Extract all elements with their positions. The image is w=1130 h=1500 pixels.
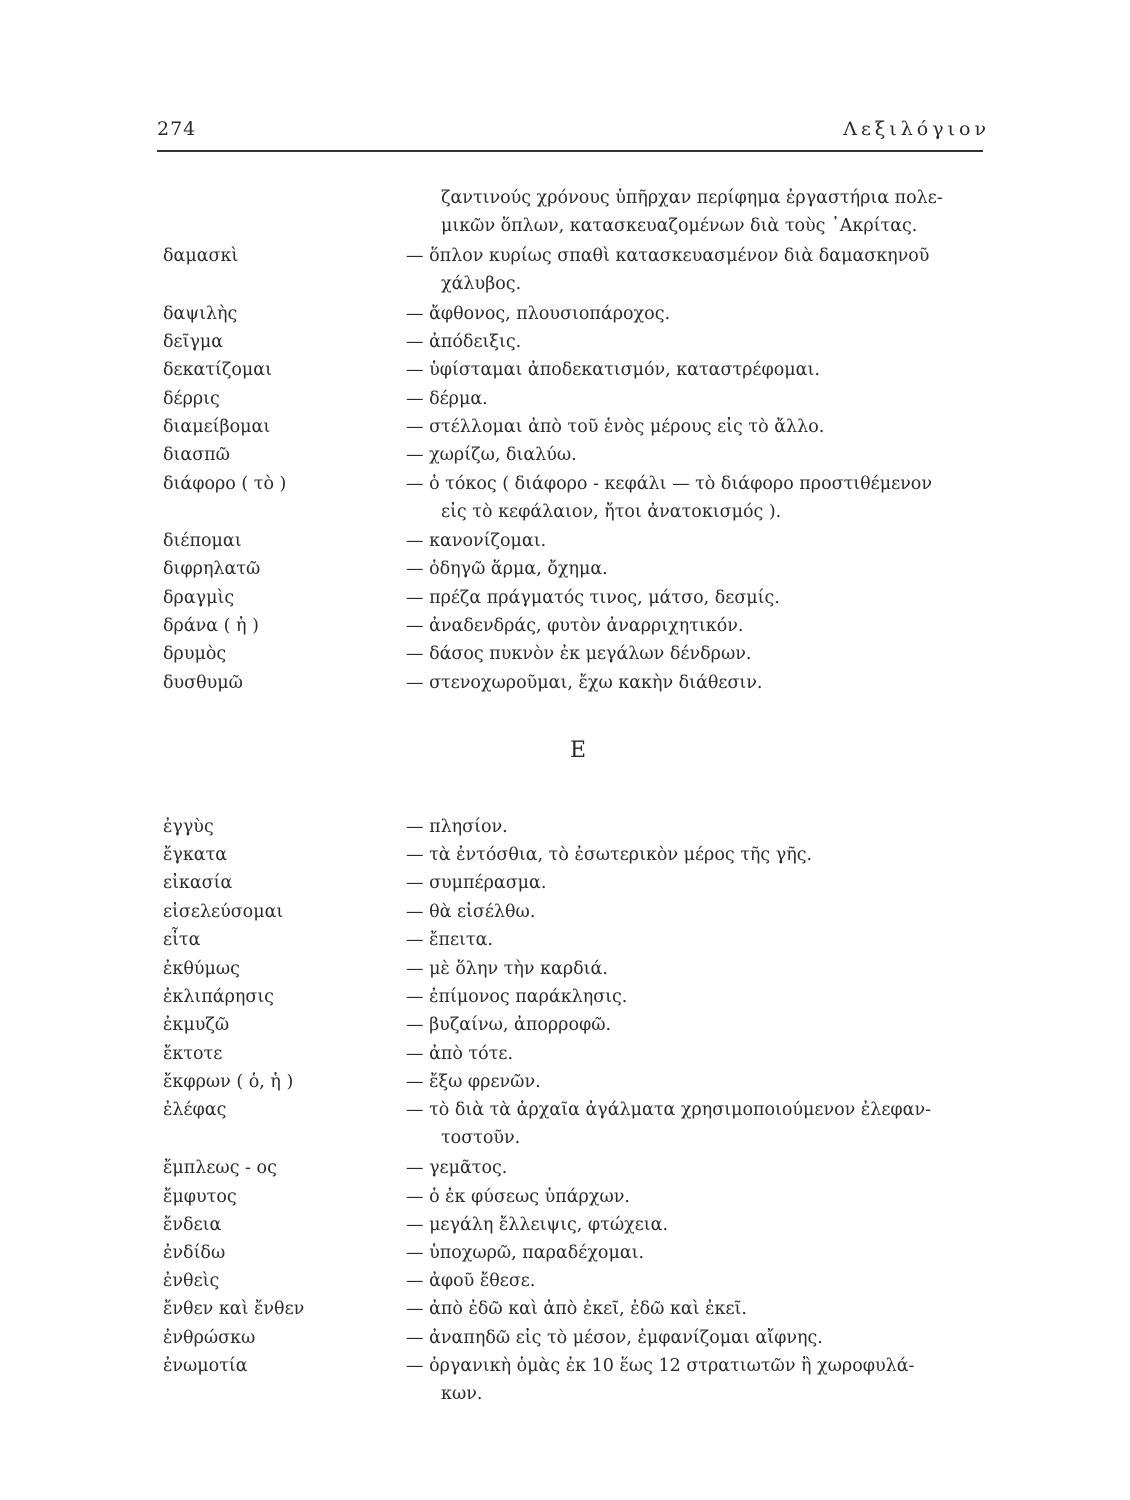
- glossary-definition: — ἀναδενδράς, φυτὸν ἀναρριχητικόν.: [406, 616, 744, 636]
- glossary-term: εἰκασία: [163, 873, 233, 893]
- glossary-definition: — ἔπειτα.: [406, 930, 493, 950]
- glossary-line: [0, 669, 1130, 697]
- glossary-definition: — μὲ ὅλην τὴν καρδιά.: [406, 959, 608, 979]
- glossary-term: δεῖγμα: [163, 332, 224, 352]
- glossary-definition: — ἐπίμονος παράκλησις.: [406, 987, 628, 1007]
- glossary-term: διασπῶ: [163, 445, 230, 465]
- glossary-term: δρυμὸς: [163, 644, 227, 664]
- glossary-line: [0, 413, 1130, 441]
- glossary-term: δράνα ( ἡ ): [163, 616, 259, 636]
- glossary-line: [0, 328, 1130, 356]
- glossary-term: δυσθυμῶ: [163, 673, 243, 693]
- glossary-line: [0, 385, 1130, 413]
- glossary-line: [0, 1154, 1130, 1182]
- glossary-definition: — πλησίον.: [406, 817, 508, 837]
- glossary-term: ἐκμυζῶ: [163, 1015, 230, 1035]
- glossary-line: [0, 242, 1130, 270]
- glossary-line: [0, 869, 1130, 897]
- glossary-definition: — ὁ ἐκ φύσεως ὑπάρχων.: [406, 1187, 630, 1207]
- glossary-definition: — ἀναπηδῶ εἰς τὸ μέσον, ἐμφανίζομαι αἴφνης.: [406, 1328, 823, 1348]
- glossary-line: [0, 1040, 1130, 1068]
- glossary-term: ἐκλιπάρησις: [163, 987, 274, 1007]
- glossary-term: ἔγκατα: [163, 845, 228, 865]
- glossary-term: ἐγγὺς: [163, 817, 214, 837]
- glossary-term: ἔμπλεως - ος: [163, 1158, 277, 1178]
- glossary-definition: — δέρμα.: [406, 389, 488, 409]
- glossary-definition: — ἀπὸ ἐδῶ καὶ ἀπὸ ἐκεῖ, ἐδῶ καὶ ἐκεῖ.: [406, 1299, 747, 1319]
- glossary-line: [0, 1324, 1130, 1352]
- glossary-definition: — γεμᾶτος.: [406, 1158, 508, 1178]
- glossary-definition: — ἔξω φρενῶν.: [406, 1072, 541, 1092]
- glossary-definition: — βυζαίνω, ἀπορροφῶ.: [406, 1015, 612, 1035]
- glossary-definition: μικῶν ὅπλων, κατασκευαζομένων διὰ τοὺς ᾿Ακρίτας.: [441, 216, 918, 236]
- glossary-line: [0, 1211, 1130, 1239]
- glossary-definition: — ὑποχωρῶ, παραδέχομαι.: [406, 1243, 645, 1263]
- glossary-line: [0, 498, 1130, 526]
- glossary-definition: — ὁ τόκος ( διάφορο - κεφάλι — τὸ διάφορο προστιθέμενον: [406, 474, 932, 494]
- glossary-term: διάφορο ( τὸ ): [163, 474, 287, 494]
- glossary-definition: — ἀπὸ τότε.: [406, 1044, 514, 1064]
- glossary-line: [0, 841, 1130, 869]
- glossary-definition: τοστοῦν.: [441, 1128, 521, 1148]
- glossary-term: ἐνωμοτία: [163, 1356, 248, 1376]
- glossary-term: ἔνθεν καὶ ἔνθεν: [163, 1299, 305, 1319]
- glossary-line: [0, 1124, 1130, 1152]
- glossary-line: [0, 640, 1130, 668]
- glossary-term: ἔμφυτος: [163, 1187, 237, 1207]
- glossary-term: ἔκφρων ( ὁ, ἡ ): [163, 1072, 294, 1092]
- glossary-definition: — τὰ ἐντόσθια, τὸ ἐσωτερικὸν μέρος τῆς γῆς.: [406, 845, 813, 865]
- glossary-term: δεκατίζομαι: [163, 360, 272, 380]
- glossary-definition: — μεγάλη ἔλλειψις, φτώχεια.: [406, 1215, 669, 1235]
- glossary-term: δέρρις: [163, 389, 220, 409]
- glossary-definition: — ἄφθονος, πλουσιοπάροχος.: [406, 304, 671, 324]
- glossary-definition: κων.: [441, 1384, 483, 1404]
- glossary-definition: — κανονίζομαι.: [406, 531, 547, 551]
- glossary-definition: — ὅπλον κυρίως σπαθὶ κατασκευασμένον διὰ δαμασκηνοῦ: [406, 246, 930, 266]
- glossary-definition: — τὸ διὰ τὰ ἀρχαῖα ἀγάλματα χρησιμοποιούμενον ἐλεφαν-: [406, 1100, 932, 1120]
- glossary-line: [0, 555, 1130, 583]
- glossary-term: ἐνδίδω: [163, 1243, 226, 1263]
- glossary-line: [0, 813, 1130, 841]
- glossary-term: διφρηλατῶ: [163, 559, 261, 579]
- running-head: Λεξιλόγιον: [843, 118, 990, 140]
- glossary-term: δαμασκὶ: [163, 246, 239, 266]
- glossary-line: [0, 1380, 1130, 1408]
- glossary-line: [0, 356, 1130, 384]
- glossary-line: [0, 926, 1130, 954]
- glossary-definition: — πρέζα πράγματός τινος, μάτσο, δεσμίς.: [406, 588, 780, 608]
- glossary-line: [0, 1068, 1130, 1096]
- glossary-term: εἰσελεύσομαι: [163, 902, 284, 922]
- glossary-line: [0, 1239, 1130, 1267]
- glossary-term: ἐκθύμως: [163, 959, 240, 979]
- glossary-definition: — ὑφίσταμαι ἀποδεκατισμόν, καταστρέφομαι.: [406, 360, 820, 380]
- glossary-line: [0, 184, 1130, 212]
- glossary-definition: — ἀπόδειξις.: [406, 332, 522, 352]
- glossary-term: ἐνθεὶς: [163, 1271, 220, 1291]
- glossary-definition: — συμπέρασμα.: [406, 873, 547, 893]
- glossary-term: δαψιλὴς: [163, 304, 238, 324]
- glossary-line: [0, 584, 1130, 612]
- glossary-line: [0, 212, 1130, 240]
- glossary-term: ἔνδεια: [163, 1215, 222, 1235]
- glossary-line: [0, 1295, 1130, 1323]
- glossary-term: ἐλέφας: [163, 1100, 227, 1120]
- glossary-line: [0, 1096, 1130, 1124]
- glossary-definition: — ὁδηγῶ ἅρμα, ὄχημα.: [406, 559, 608, 579]
- glossary-line: [0, 983, 1130, 1011]
- glossary-definition: — ὀργανικὴ ὁμὰς ἐκ 10 ἕως 12 στρατιωτῶν ἢ χωροφυλά-: [406, 1356, 915, 1376]
- glossary-definition: εἰς τὸ κεφάλαιον, ἤτοι ἀνατοκισμός ).: [441, 502, 782, 522]
- glossary-line: [0, 1352, 1130, 1380]
- glossary-line: [0, 270, 1130, 298]
- glossary-line: [0, 1011, 1130, 1039]
- glossary-definition: — θὰ εἰσέλθω.: [406, 902, 536, 922]
- glossary-term: εἶτα: [163, 930, 201, 950]
- glossary-term: δραγμὶς: [163, 588, 235, 608]
- glossary-definition: — στέλλομαι ἀπὸ τοῦ ἑνὸς μέρους εἰς τὸ ἄλλο.: [406, 417, 825, 437]
- glossary-definition: — δάσος πυκνὸν ἐκ μεγάλων δένδρων.: [406, 644, 752, 664]
- page-number: 274: [157, 118, 197, 140]
- glossary-line: [0, 898, 1130, 926]
- glossary-term: ἐνθρώσκω: [163, 1328, 256, 1348]
- glossary-definition: ζαντινούς χρόνους ὑπῆρχαν περίφημα ἐργαστήρια πολε-: [441, 188, 943, 208]
- glossary-definition: — ἀφοῦ ἔθεσε.: [406, 1271, 536, 1291]
- glossary-line: [0, 300, 1130, 328]
- glossary-term: διαμείβομαι: [163, 417, 271, 437]
- section-letter-e: Ε: [570, 738, 587, 763]
- glossary-line: [0, 955, 1130, 983]
- glossary-line: [0, 1183, 1130, 1211]
- glossary-term: διέπομαι: [163, 531, 242, 551]
- glossary-definition: — στενοχωροῦμαι, ἔχω κακὴν διάθεσιν.: [406, 673, 763, 693]
- glossary-line: [0, 470, 1130, 498]
- glossary-line: [0, 527, 1130, 555]
- glossary-line: [0, 612, 1130, 640]
- glossary-term: ἔκτοτε: [163, 1044, 223, 1064]
- glossary-definition: χάλυβος.: [441, 274, 522, 294]
- glossary-definition: — χωρίζω, διαλύω.: [406, 445, 577, 465]
- glossary-line: [0, 441, 1130, 469]
- glossary-line: [0, 1267, 1130, 1295]
